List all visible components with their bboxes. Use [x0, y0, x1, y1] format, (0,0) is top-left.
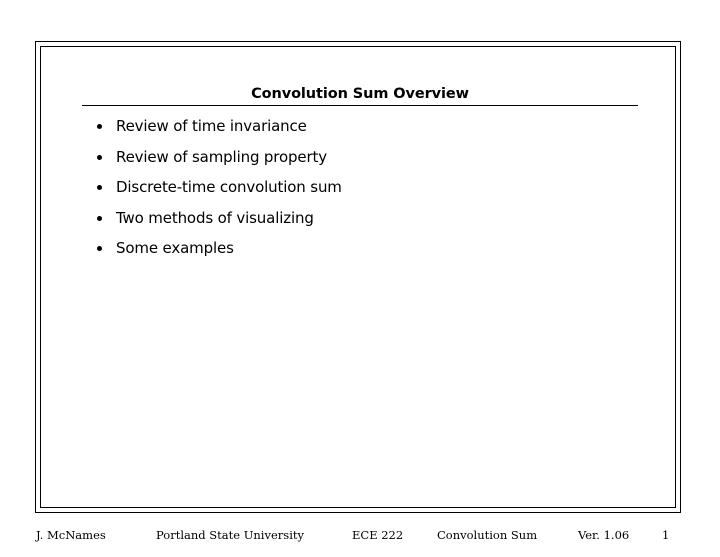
bullet-text: Review of sampling property: [116, 147, 327, 166]
footer-institution: Portland State University: [156, 528, 304, 542]
footer-course: ECE 222: [352, 528, 404, 542]
bullet-text: Discrete-time convolution sum: [116, 178, 342, 196]
slide-frame-outer: [35, 41, 681, 513]
footer-topic: Convolution Sum: [437, 528, 538, 542]
bullet-dot-icon: [97, 155, 102, 160]
bullet-dot-icon: [97, 185, 102, 190]
footer-page-number: 1: [662, 528, 670, 542]
footer-author: J. McNames: [36, 528, 106, 542]
footer-version: Ver. 1.06: [578, 528, 630, 542]
slide-footer: [0, 528, 720, 546]
bullet-dot-icon: [97, 124, 102, 129]
bullet-text: Some examples: [116, 239, 234, 257]
slide-title: Convolution Sum Overview: [251, 86, 469, 102]
title-underline: [82, 105, 638, 106]
bullet-text: Two methods of visualizing: [116, 208, 314, 227]
bullet-text: Review of time invariance: [116, 117, 307, 135]
bullet-dot-icon: [97, 246, 102, 251]
bullet-dot-icon: [97, 216, 102, 221]
